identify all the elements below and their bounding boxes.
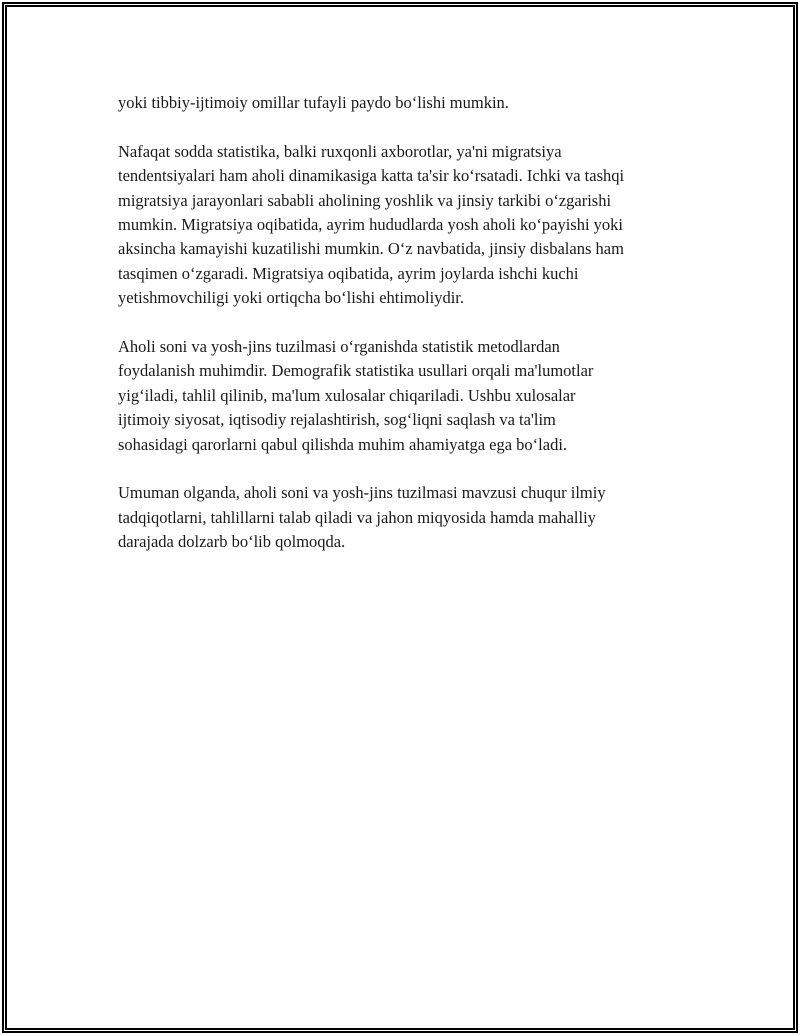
paragraph-2: Nafaqat sodda statistika, balki ruxqonli axborotlar, ya'ni migratsiya tendentsiyalari ham aholi dinamikasiga katta ta'sir ko‘rsatadi. Ichki va tashqi migratsiya jarayonlari sababli aholining yoshlik va jinsiy tarkibi o‘zgarishi mumkin. Migratsiya oqibatida, ayrim hududlarda yosh aholi ko‘payishi yoki aksincha kamayishi kuzatilishi mumkin. O‘z navbatida, jinsiy disbalans ham tasqimen o‘zgaradi. Migratsiya oqibatida, ayrim joylarda ishchi kuchi yetishmovchiligi yoki ortiqcha bo‘lishi ehtimoliydir. [118, 141, 625, 308]
paragraph-3: Aholi soni va yosh-jins tuzilmasi o‘rganishda statistik metodlardan foydalanish muhimdir. Demografik statistika usullari orqali ma'lumotlar yig‘iladi, tahlil qilinib, ma'lum xulosalar chiqariladi. Ushbu xulosalar ijtimoiy siyosat, iqtisodiy rejalashtirish, sog‘liqni saqlash va ta'lim sohasidagi qarorlarni qabul qilishda muhim ahamiyatga ega bo‘ladi. [118, 337, 594, 454]
document-body [118, 91, 698, 579]
paragraph-4: Umuman olganda, aholi soni va yosh-jins tuzilmasi mavzusi chuqur ilmiy tadqiqotlarni, tahlillarni talab qiladi va jahon miqyosida hamda mahalliy darajada dolzarb bo‘lib qolmoqda. [118, 483, 606, 552]
paragraph-1: yoki tibbiy-ijtimoiy omillar tufayli paydo bo‘lishi mumkin. [118, 93, 509, 112]
